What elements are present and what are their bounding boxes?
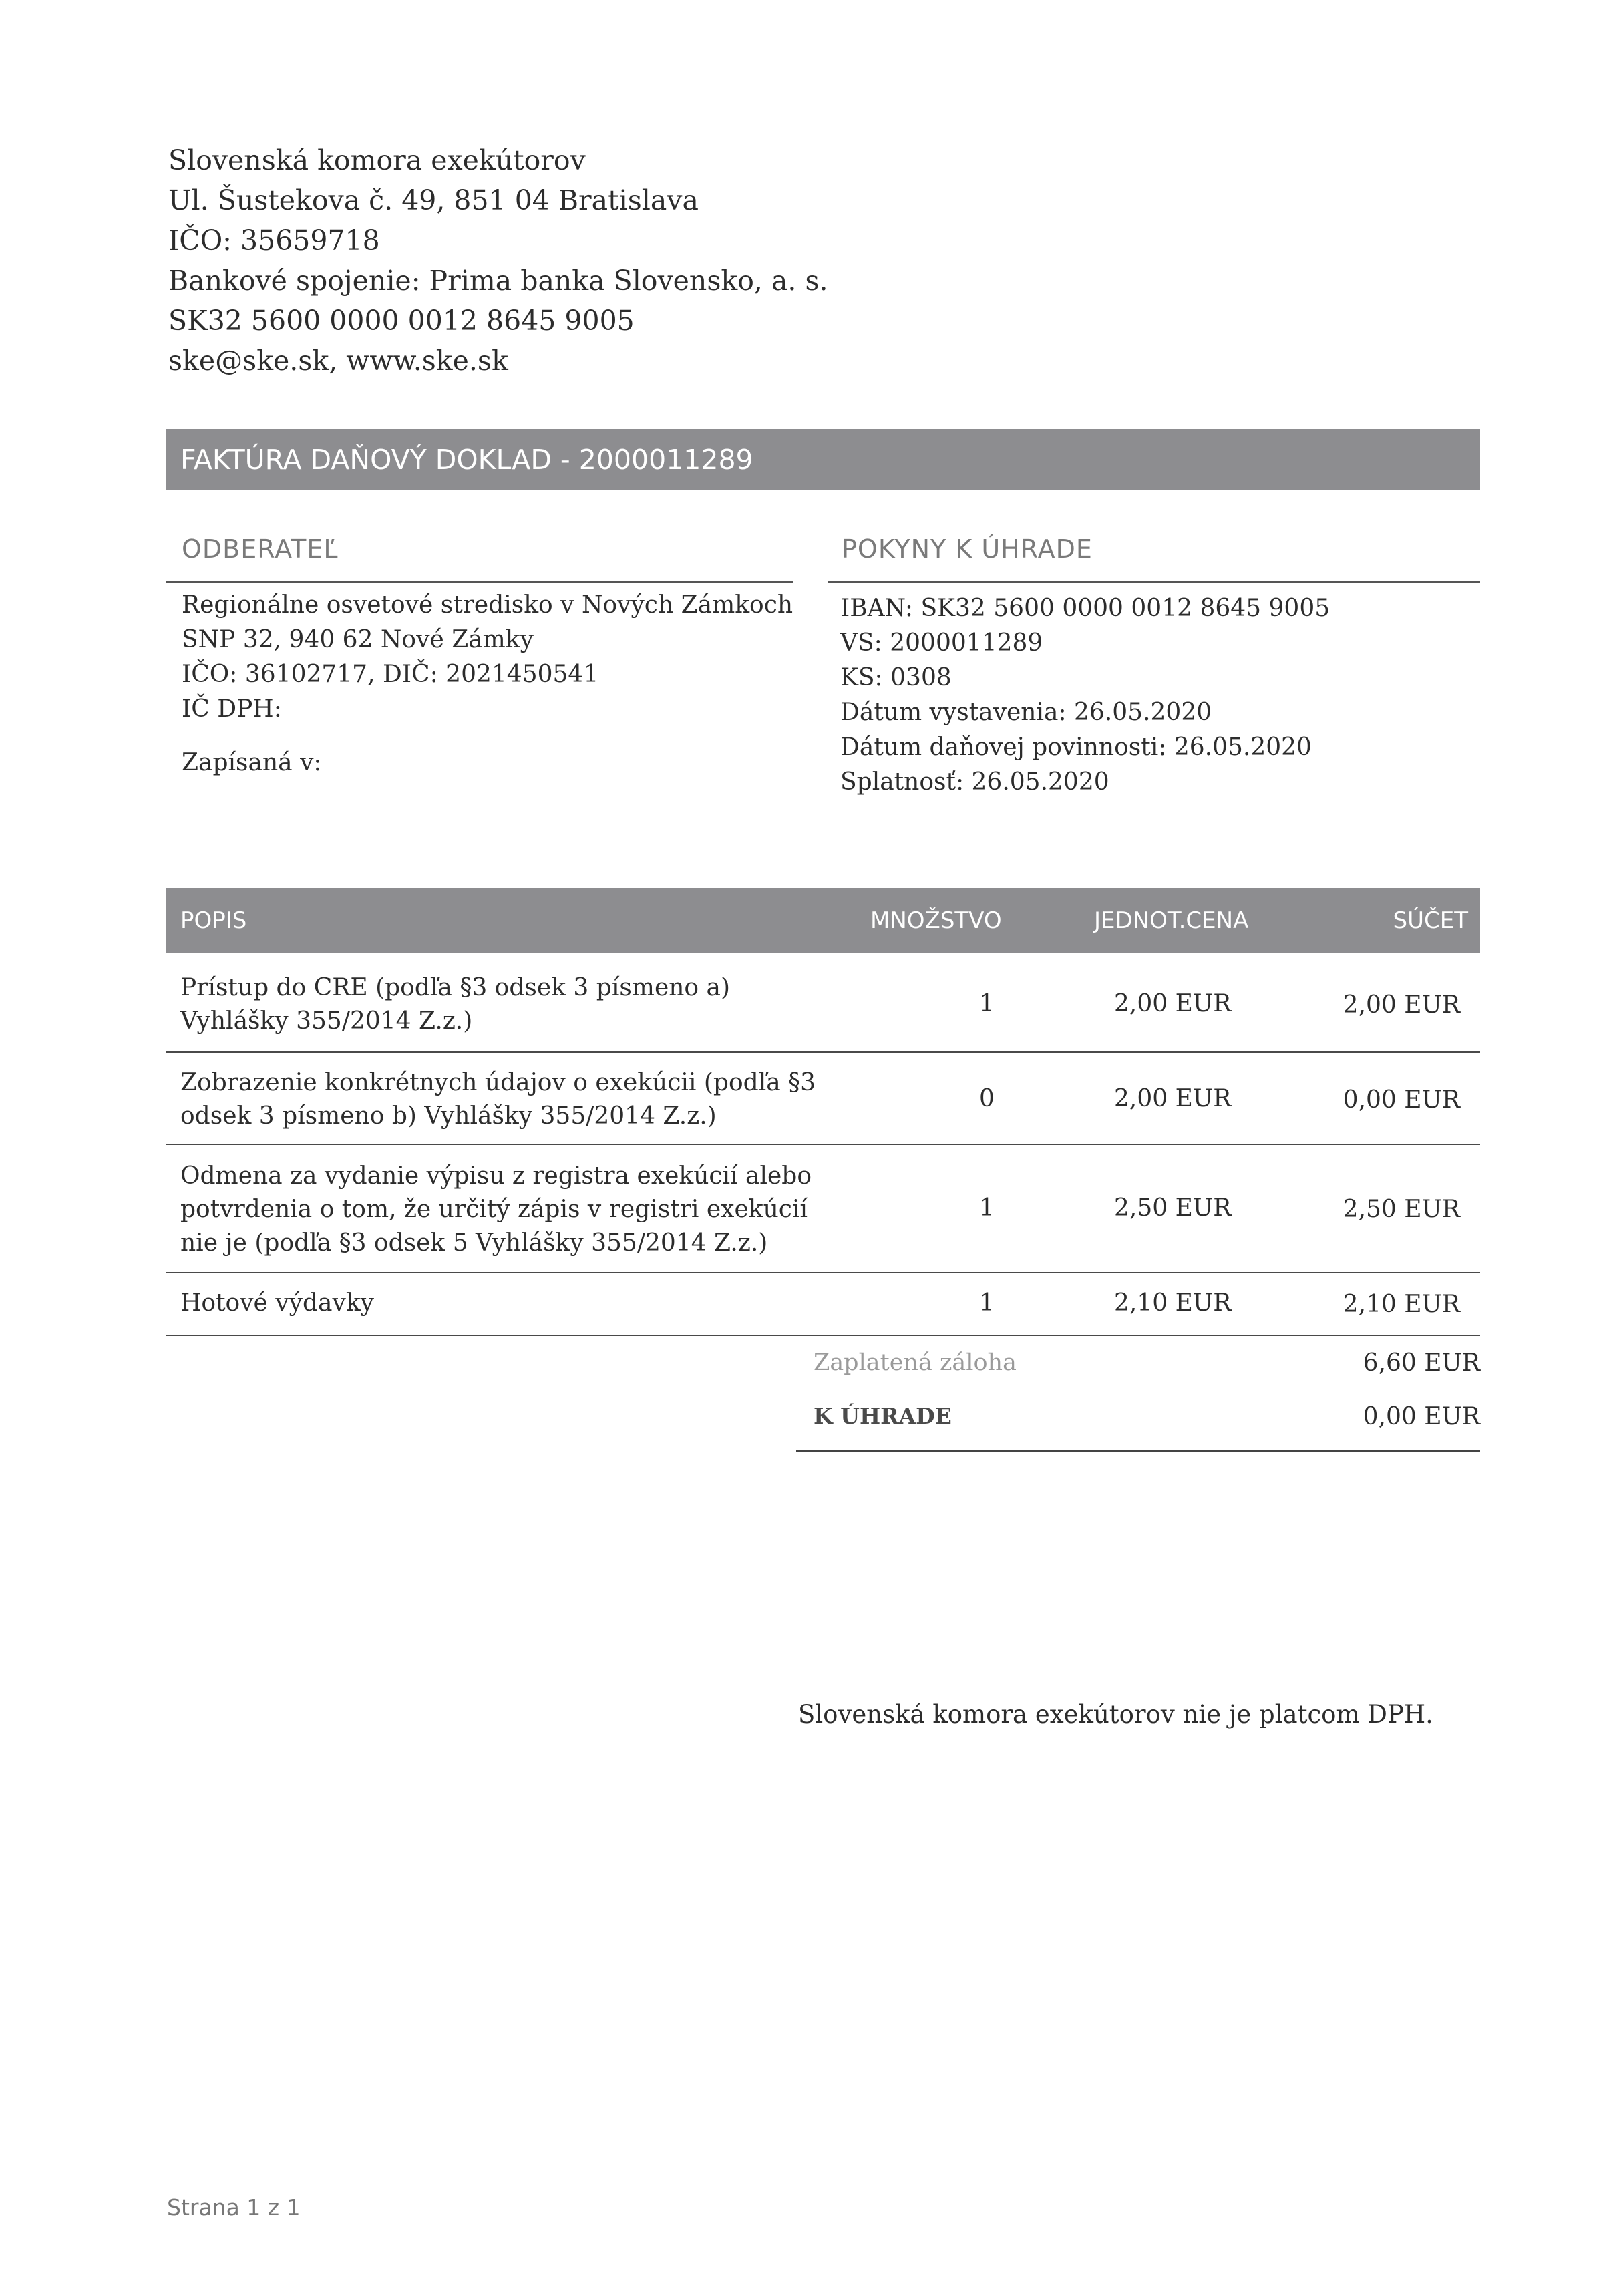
row-description-line: Prístup do CRE (podľa §3 odsek 3 písmeno a) xyxy=(180,974,731,1001)
row-quantity: 0 xyxy=(979,1085,995,1112)
row-description-line: Odmena za vydanie výpisu z registra exekúcií alebo xyxy=(180,1162,812,1190)
amount-due-label: K ÚHRADE xyxy=(814,1403,952,1429)
customer-registered: Zapísaná v: xyxy=(182,749,322,776)
document-title: FAKTÚRA DAŇOVÝ DOKLAD - 2000011289 xyxy=(180,444,753,476)
row-description-line: potvrdenia o tom, že určitý zápis v registri exekúcií xyxy=(180,1196,808,1223)
payment-iban: IBAN: SK32 5600 0000 0012 8645 9005 xyxy=(840,595,1330,622)
payment-tax-date: Dátum daňovej povinnosti: 26.05.2020 xyxy=(840,733,1312,761)
sender-name: Slovenská komora exekútorov xyxy=(168,144,586,176)
sender-contact: ske@ske.sk, www.ske.sk xyxy=(168,345,508,377)
sender-ico: IČO: 35659718 xyxy=(168,224,380,257)
payment-vs: VS: 2000011289 xyxy=(840,629,1043,657)
sender-block xyxy=(168,140,828,381)
payment-due-date: Splatnosť: 26.05.2020 xyxy=(840,768,1109,796)
row-unit-price: 2,50 EUR xyxy=(1114,1194,1232,1222)
header-unit-price: JEDNOT.CENA xyxy=(1094,907,1249,934)
row-quantity: 1 xyxy=(979,990,995,1017)
customer-block xyxy=(182,588,793,780)
customer-ids: IČO: 36102717, DIČ: 2021450541 xyxy=(182,661,599,688)
row-description xyxy=(180,1160,812,1260)
sender-iban: SK32 5600 0000 0012 8645 9005 xyxy=(168,305,635,337)
row-sum: 2,00 EUR xyxy=(1343,991,1460,1019)
row-description-line: Hotové výdavky xyxy=(180,1289,374,1317)
table-row xyxy=(166,1273,1480,1336)
payment-block xyxy=(840,591,1330,800)
amount-due-value: 0,00 EUR xyxy=(1363,1403,1480,1430)
row-description xyxy=(180,971,730,1038)
row-description xyxy=(180,1066,816,1133)
customer-name: Regionálne osvetové stredisko v Nových Zámkoch xyxy=(182,591,793,619)
customer-divider xyxy=(166,581,793,583)
totals-divider xyxy=(796,1450,1480,1452)
document-title-bar xyxy=(166,429,1480,490)
table-row xyxy=(166,1053,1480,1145)
customer-heading: ODBERATEĽ xyxy=(182,534,339,564)
sender-address: Ul. Šustekova č. 49, 851 04 Bratislava xyxy=(168,184,699,216)
vat-note: Slovenská komora exekútorov nie je platcom DPH. xyxy=(798,1700,1433,1729)
row-description-line: odsek 3 písmeno b) Vyhlášky 355/2014 Z.z.) xyxy=(180,1102,717,1130)
payment-ks: KS: 0308 xyxy=(840,664,952,691)
payment-issue-date: Dátum vystavenia: 26.05.2020 xyxy=(840,699,1212,726)
row-description xyxy=(180,1287,374,1320)
payment-divider xyxy=(828,581,1480,583)
payment-heading: POKYNY K ÚHRADE xyxy=(842,534,1093,564)
row-unit-price: 2,00 EUR xyxy=(1114,990,1232,1017)
row-unit-price: 2,10 EUR xyxy=(1114,1289,1232,1317)
table-row xyxy=(166,953,1480,1053)
row-sum: 2,50 EUR xyxy=(1343,1196,1460,1223)
header-sum: SÚČET xyxy=(1393,907,1468,934)
header-quantity: MNOŽSTVO xyxy=(870,907,1002,934)
row-description-line: nie je (podľa §3 odsek 5 Vyhlášky 355/2014 Z.z.) xyxy=(180,1229,768,1257)
customer-vat: IČ DPH: xyxy=(182,695,282,723)
sender-bank: Bankové spojenie: Prima banka Slovensko, a. s. xyxy=(168,265,828,297)
header-description: POPIS xyxy=(180,907,247,934)
row-description-line: Zobrazenie konkrétnych údajov o exekúcii (podľa §3 xyxy=(180,1069,816,1096)
paid-advance-value: 6,60 EUR xyxy=(1363,1349,1480,1377)
row-description-line: Vyhlášky 355/2014 Z.z.) xyxy=(180,1007,473,1035)
row-quantity: 1 xyxy=(979,1194,995,1222)
row-sum: 0,00 EUR xyxy=(1343,1086,1460,1114)
items-table-header xyxy=(166,888,1480,953)
page-number: Strana 1 z 1 xyxy=(167,2194,301,2221)
paid-advance-label: Zaplatená záloha xyxy=(814,1349,1017,1376)
row-unit-price: 2,00 EUR xyxy=(1114,1085,1232,1112)
customer-address: SNP 32, 940 62 Nové Zámky xyxy=(182,626,534,653)
row-sum: 2,10 EUR xyxy=(1343,1291,1460,1318)
row-quantity: 1 xyxy=(979,1289,995,1317)
table-row xyxy=(166,1145,1480,1273)
